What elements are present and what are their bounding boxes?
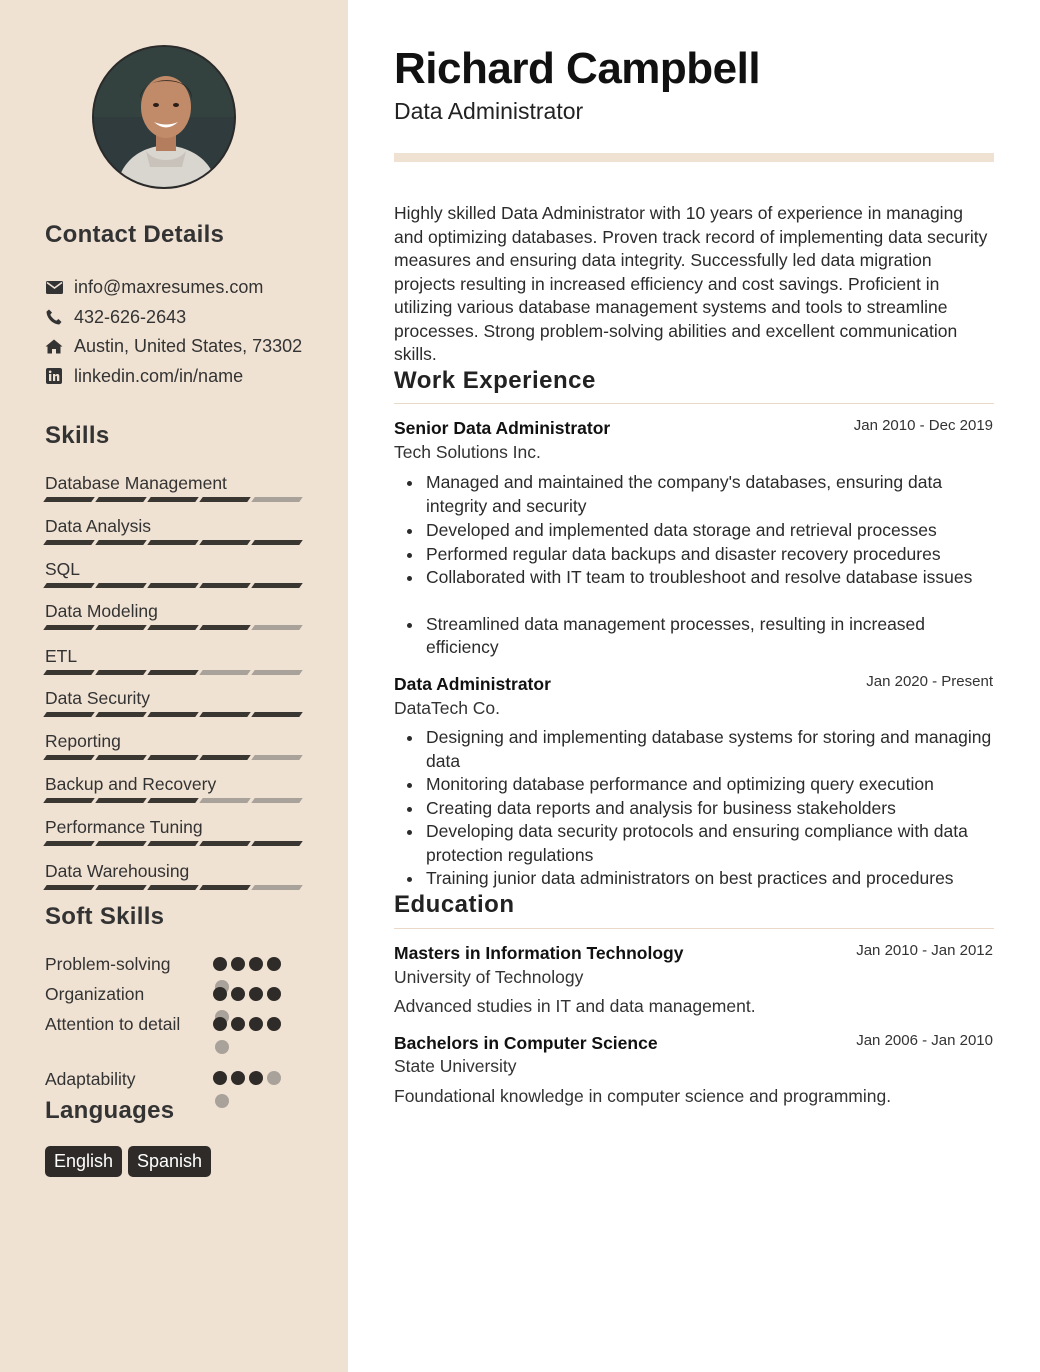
skill-level-segment: [147, 540, 199, 545]
job-bullet: Collaborated with IT team to troubleshoot and resolve database issues: [394, 566, 994, 590]
education-degree: Bachelors in Computer Science: [394, 1033, 658, 1053]
skill-level-segment: [43, 841, 95, 846]
skill-name: Backup and Recovery: [45, 774, 217, 794]
skill-level-segment: [199, 798, 251, 803]
skill-level-segment: [95, 583, 147, 588]
skill-level-segment: [199, 625, 251, 630]
skill-item: [45, 472, 301, 502]
job-company: DataTech Co.: [394, 698, 501, 718]
education-heading: Education: [394, 891, 515, 918]
skill-item: [45, 600, 301, 630]
skill-level-segment: [43, 798, 95, 803]
soft-skill-level-dot: [231, 1017, 245, 1031]
soft-skill-level-dot: [249, 957, 263, 971]
skill-level-segment: [43, 497, 95, 502]
skill-level-segment: [251, 841, 303, 846]
job-bullet: Performed regular data backups and disaster recovery procedures: [394, 543, 994, 567]
skill-level-segment: [147, 755, 199, 760]
education-description: Foundational knowledge in computer science and programming.: [394, 1086, 892, 1106]
profile-summary: Highly skilled Data Administrator with 10 years of experience in managing and optimizing databases. Proven track record of implementing data security measures and ensuring data integrity. Successfully led data migration projects resulting in increased efficiency and cost savings. Proficient in utilizing various database management systems and tools to streamline processes. Strong problem-solving abilities and excellent communication skills.: [394, 203, 988, 364]
education-dates: Jan 2010 - Jan 2012: [856, 942, 993, 959]
main-content: [348, 0, 1040, 1372]
education-dates: Jan 2006 - Jan 2010: [856, 1032, 993, 1049]
work-experience-heading: Work Experience: [394, 367, 596, 394]
soft-skills-heading: Soft Skills: [45, 903, 165, 930]
soft-skill-name: Adaptability: [45, 1069, 136, 1089]
education-description: Advanced studies in IT and data management.: [394, 996, 756, 1016]
work-divider: [394, 403, 994, 404]
skill-level-segment: [251, 798, 303, 803]
skill-name: Reporting: [45, 731, 121, 751]
soft-skill-level-dot: [231, 1071, 245, 1085]
job-bullet: Designing and implementing database systems for storing and managing data: [394, 726, 994, 773]
skill-level-segment: [199, 712, 251, 717]
skill-level-bars: [45, 885, 301, 890]
skill-level-segment: [251, 885, 303, 890]
skill-level-segment: [147, 841, 199, 846]
job-dates: Jan 2010 - Dec 2019: [853, 417, 993, 434]
candidate-name: Richard Campbell: [394, 44, 761, 93]
skill-level-segment: [43, 670, 95, 675]
contact-phone-text: 432-626-2643: [74, 306, 187, 327]
skill-item: [45, 645, 301, 675]
avatar: [92, 45, 236, 189]
soft-skill-level-dot: [249, 987, 263, 1001]
contact-address-text: Austin, United States, 73302: [74, 335, 303, 356]
languages-heading: Languages: [45, 1097, 175, 1124]
soft-skill-level-dot: [267, 1071, 281, 1085]
soft-skill-name: Attention to detail: [45, 1014, 181, 1034]
skill-level-segment: [147, 712, 199, 717]
job-bullets: [394, 471, 994, 660]
skill-level-bars: [45, 583, 301, 588]
skill-name: Data Analysis: [45, 516, 152, 536]
soft-skill-level-dot: [213, 1071, 227, 1085]
home-icon: [45, 337, 63, 355]
skill-level-bars: [45, 755, 301, 760]
skill-name: SQL: [45, 559, 81, 579]
skill-level-segment: [43, 583, 95, 588]
skill-item: [45, 773, 301, 803]
skill-name: Data Security: [45, 688, 151, 708]
soft-skill-level-dot: [267, 1017, 281, 1031]
skill-level-segment: [251, 755, 303, 760]
skill-item: [45, 558, 301, 588]
skill-level-segment: [199, 755, 251, 760]
skill-level-segment: [95, 798, 147, 803]
skill-name: Data Warehousing: [45, 861, 190, 881]
skill-level-segment: [95, 841, 147, 846]
envelope-icon: [45, 278, 63, 296]
contact-address: [45, 335, 302, 357]
contact-email-text: info@maxresumes.com: [74, 276, 264, 297]
skill-level-segment: [251, 497, 303, 502]
job-bullet: Developing data security protocols and ensuring compliance with data protection regulations: [394, 820, 994, 867]
skill-level-segment: [147, 625, 199, 630]
job-bullets: [394, 726, 994, 891]
skills-heading: Skills: [45, 422, 110, 449]
contact-heading: Contact Details: [45, 221, 225, 248]
soft-skill-level-dot: [249, 1071, 263, 1085]
job-dates: Jan 2020 - Present: [866, 673, 993, 690]
skill-item: [45, 816, 301, 846]
education-degree: Masters in Information Technology: [394, 943, 684, 963]
skill-level-segment: [147, 497, 199, 502]
soft-skill-level-dot: [215, 1094, 229, 1108]
skill-level-segment: [199, 497, 251, 502]
skill-level-segment: [95, 885, 147, 890]
skill-level-segment: [199, 670, 251, 675]
job-role: Data Administrator: [394, 674, 551, 694]
soft-skill-name: Organization: [45, 984, 145, 1004]
soft-skill-level-dot: [213, 1017, 227, 1031]
skill-item: [45, 860, 301, 890]
soft-skill-level-dot: [249, 1017, 263, 1031]
skill-level-bars: [45, 841, 301, 846]
job-role: Senior Data Administrator: [394, 418, 611, 438]
soft-skill-level-dots: [213, 1071, 281, 1085]
job-bullet: Streamlined data management processes, resulting in increased efficiency: [394, 613, 994, 660]
job-bullet: Managed and maintained the company's databases, ensuring data integrity and security: [394, 471, 994, 518]
soft-skill-level-dot: [215, 1040, 229, 1054]
skill-item: [45, 730, 301, 760]
soft-skill-level-dots: [213, 987, 281, 1001]
soft-skill-level-dots: [213, 1017, 281, 1031]
contact-phone: [45, 306, 186, 328]
contact-linkedin-text: linkedin.com/in/name: [74, 365, 244, 386]
skill-level-segment: [251, 670, 303, 675]
skill-level-bars: [45, 497, 301, 502]
skill-level-segment: [43, 712, 95, 717]
skill-level-bars: [45, 712, 301, 717]
skill-level-segment: [43, 625, 95, 630]
soft-skill-name: Problem-solving: [45, 954, 171, 974]
skill-level-segment: [199, 885, 251, 890]
soft-skill-level-dot: [267, 987, 281, 1001]
skill-level-segment: [95, 755, 147, 760]
skill-level-segment: [95, 540, 147, 545]
soft-skill-level-dots: [213, 957, 281, 971]
skill-level-segment: [251, 625, 303, 630]
skill-level-segment: [95, 625, 147, 630]
language-badge-spanish: Spanish: [128, 1146, 211, 1177]
candidate-title: Data Administrator: [394, 98, 584, 124]
skill-level-segment: [147, 885, 199, 890]
skill-name: Data Modeling: [45, 601, 158, 621]
sidebar: [0, 0, 348, 1372]
phone-icon: [45, 308, 63, 326]
skill-level-segment: [199, 841, 251, 846]
education-school: University of Technology: [394, 967, 584, 987]
header-divider: [394, 153, 994, 162]
skill-item: [45, 515, 301, 545]
skill-level-segment: [147, 583, 199, 588]
skill-level-segment: [95, 497, 147, 502]
skill-level-segment: [95, 670, 147, 675]
contact-email: [45, 276, 263, 298]
skill-level-bars: [45, 798, 301, 803]
skill-name: Performance Tuning: [45, 817, 203, 837]
job-company: Tech Solutions Inc.: [394, 442, 541, 462]
skill-level-segment: [199, 540, 251, 545]
soft-skill-level-dot: [213, 987, 227, 1001]
soft-skill-level-dot: [231, 957, 245, 971]
skill-name: ETL: [45, 646, 78, 666]
job-bullet: Monitoring database performance and optimizing query execution: [394, 773, 994, 797]
job-bullet: Developed and implemented data storage and retrieval processes: [394, 519, 994, 543]
job-bullet: Creating data reports and analysis for business stakeholders: [394, 797, 994, 821]
skill-level-segment: [43, 755, 95, 760]
skill-level-bars: [45, 625, 301, 630]
education-divider: [394, 928, 994, 929]
skill-level-segment: [43, 540, 95, 545]
skill-level-segment: [251, 540, 303, 545]
job-bullet: Training junior data administrators on best practices and procedures: [394, 867, 994, 891]
skill-item: [45, 687, 301, 717]
skill-name: Database Management: [45, 473, 227, 493]
skill-level-segment: [147, 798, 199, 803]
skill-level-segment: [95, 712, 147, 717]
skill-level-bars: [45, 670, 301, 675]
soft-skill-level-dot: [267, 957, 281, 971]
soft-skill-level-dot: [231, 987, 245, 1001]
skill-level-segment: [147, 670, 199, 675]
skill-level-segment: [251, 712, 303, 717]
skill-level-segment: [251, 583, 303, 588]
linkedin-icon: [45, 367, 63, 385]
education-school: State University: [394, 1056, 517, 1076]
skill-level-bars: [45, 540, 301, 545]
skill-level-segment: [43, 885, 95, 890]
soft-skill-level-dot: [213, 957, 227, 971]
language-badge-english: English: [45, 1146, 122, 1177]
contact-linkedin: [45, 365, 243, 387]
skill-level-segment: [199, 583, 251, 588]
